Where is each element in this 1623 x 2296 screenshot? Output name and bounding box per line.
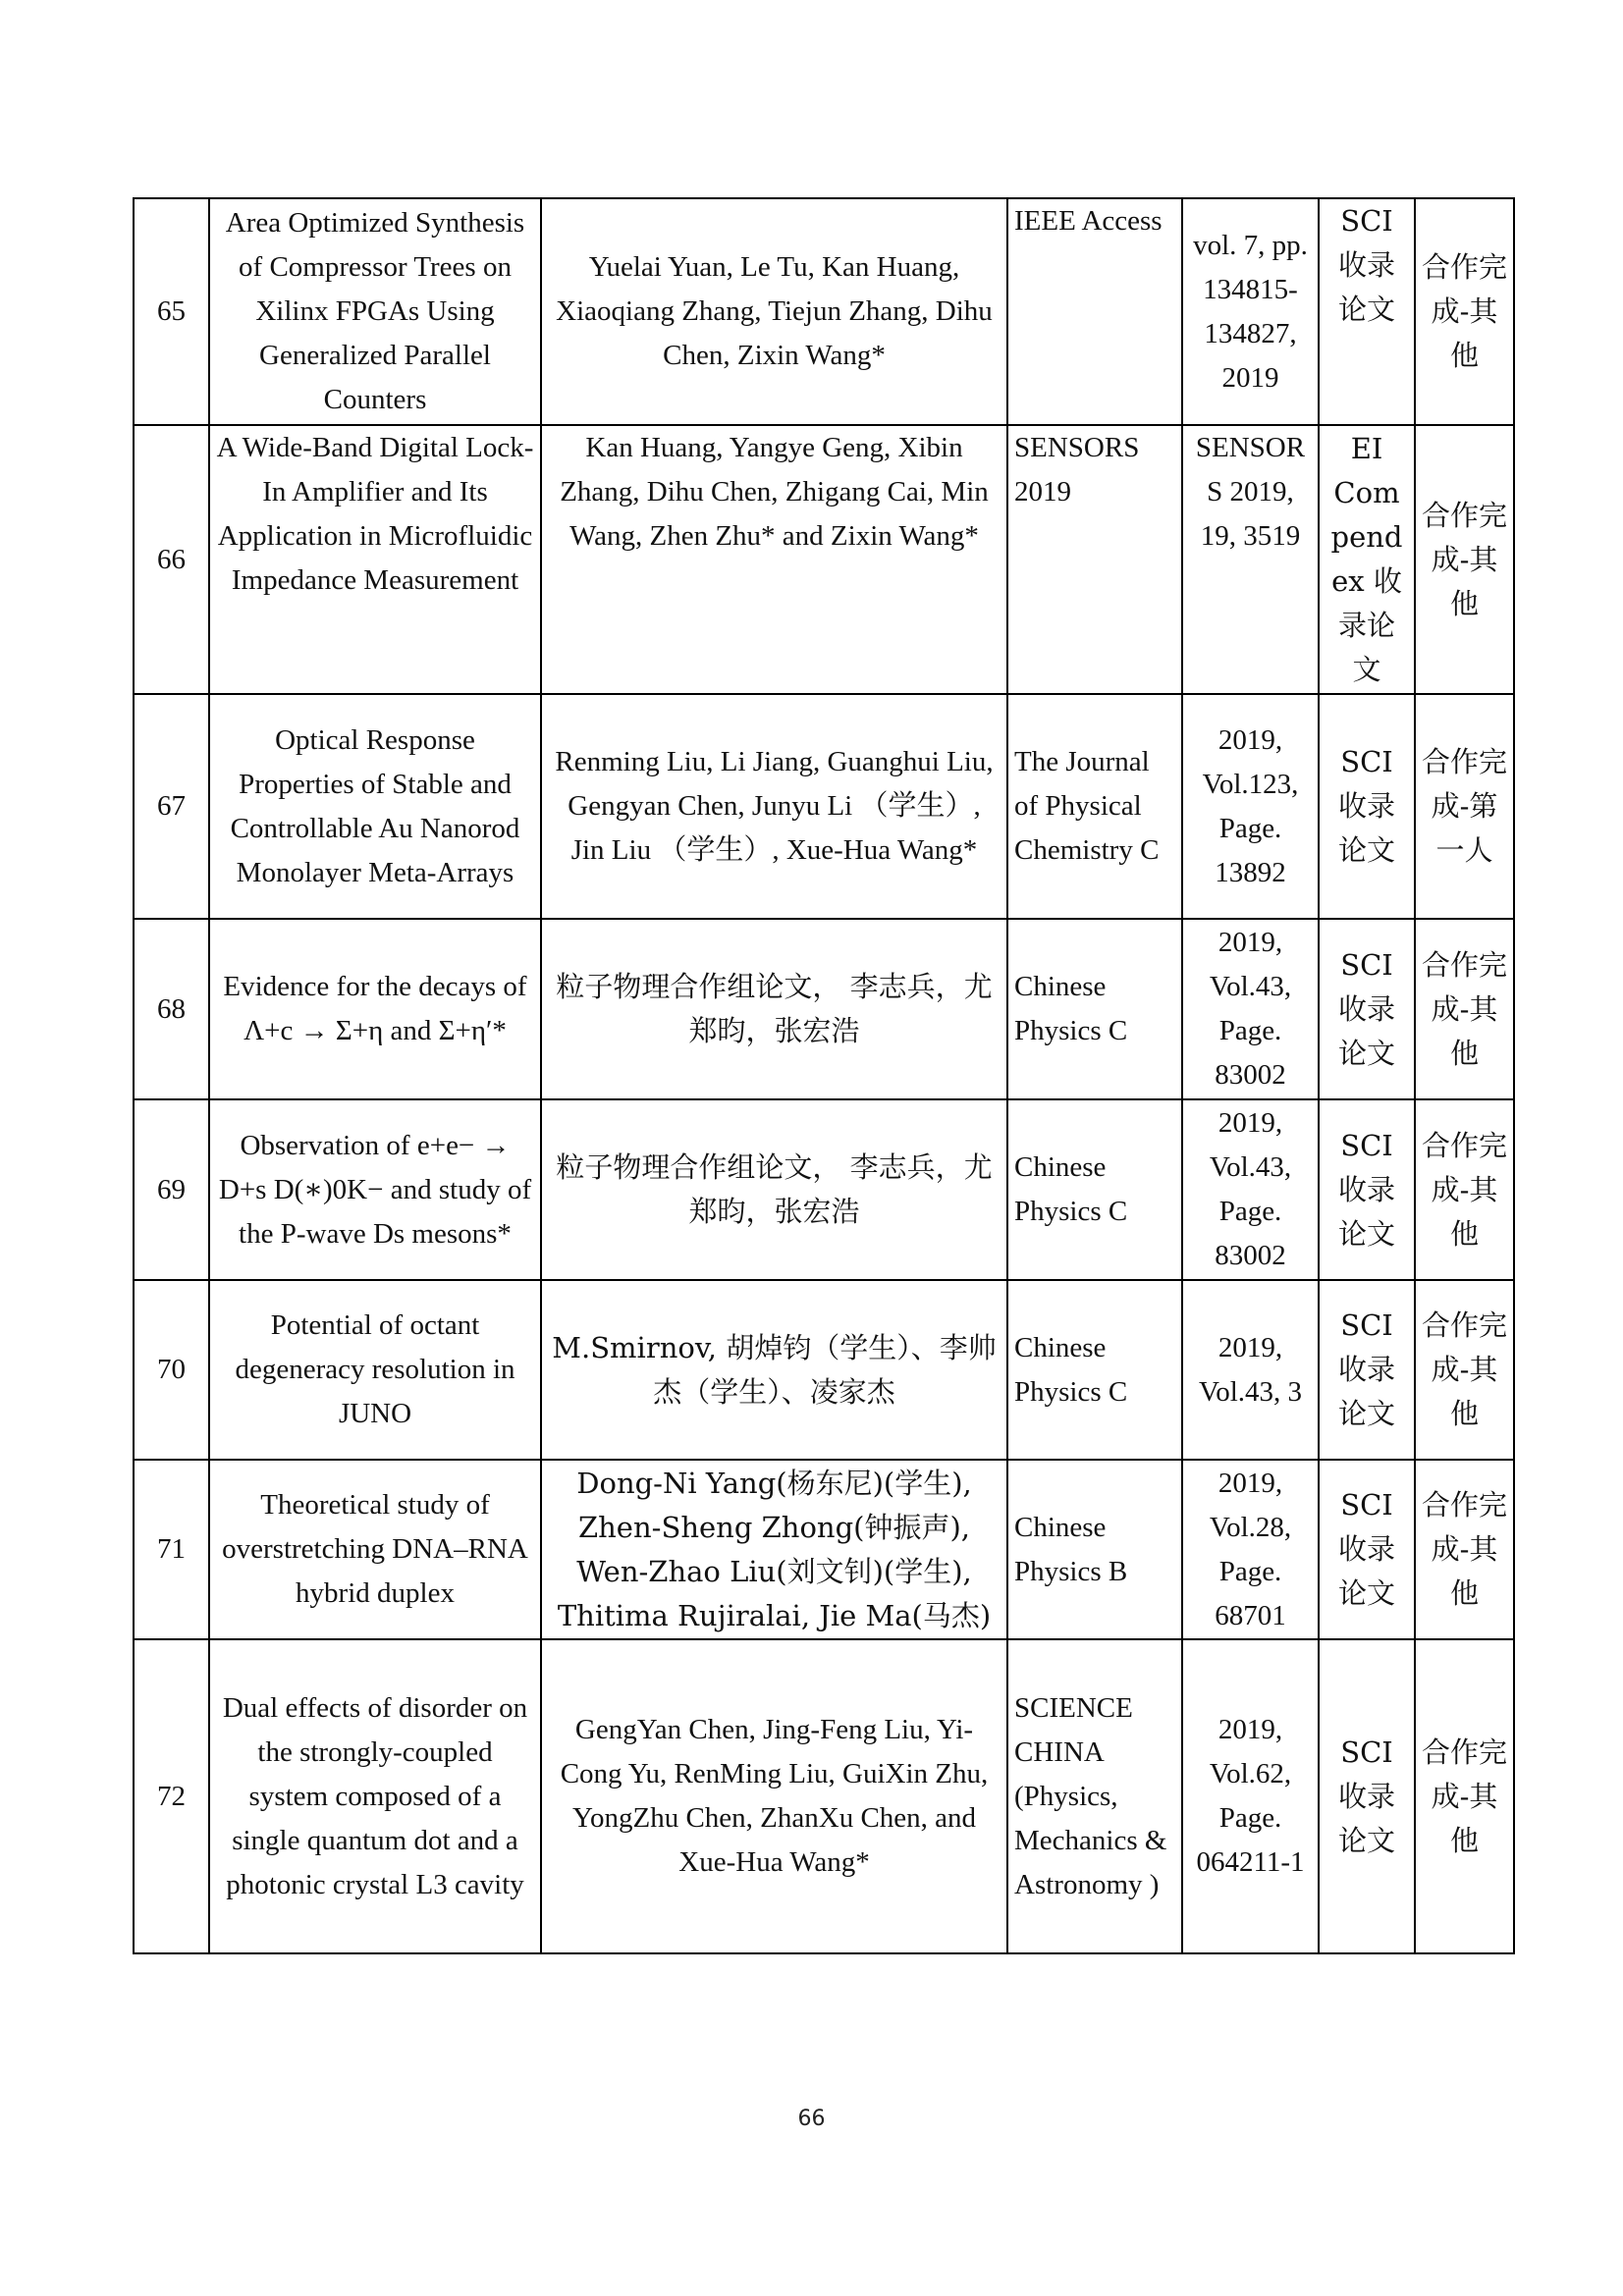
page-number: 66 bbox=[797, 2107, 826, 2131]
paper-title: Evidence for the decays of Λ+c → Σ+η and Σ+η′* bbox=[209, 919, 541, 1099]
row-number: 70 bbox=[134, 1280, 209, 1460]
journal-name: Chinese Physics B bbox=[1007, 1460, 1182, 1639]
row-number: 69 bbox=[134, 1099, 209, 1280]
volume-pages: 2019, Vol.123, Page. 13892 bbox=[1182, 694, 1319, 919]
volume-pages: 2019, Vol.43, Page. 83002 bbox=[1182, 1099, 1319, 1280]
paper-authors: Yuelai Yuan, Le Tu, Kan Huang, Xiaoqiang Zhang, Tiejun Zhang, Dihu Chen, Zixin Wang* bbox=[541, 198, 1007, 425]
table-row bbox=[134, 198, 1514, 425]
volume-pages: 2019, Vol.43, 3 bbox=[1182, 1280, 1319, 1460]
contribution-role: 合作完成-其他 bbox=[1415, 198, 1514, 425]
paper-authors: GengYan Chen, Jing-Feng Liu, Yi-Cong Yu, RenMing Liu, GuiXin Zhu, YongZhu Chen, ZhanXu Chen, and Xue-Hua Wang* bbox=[541, 1639, 1007, 1953]
paper-authors: 粒子物理合作组论文， 李志兵，尤郑昀，张宏浩 bbox=[541, 1099, 1007, 1280]
volume-pages: 2019, Vol.28, Page. 68701 bbox=[1182, 1460, 1319, 1639]
contribution-role: 合作完成-第一人 bbox=[1415, 694, 1514, 919]
index-type: SCI 收录论文 bbox=[1319, 919, 1415, 1099]
index-type: SCI 收录论文 bbox=[1319, 1280, 1415, 1460]
contribution-role: 合作完成-其他 bbox=[1415, 425, 1514, 694]
row-number: 67 bbox=[134, 694, 209, 919]
index-type: SCI 收录论文 bbox=[1319, 1460, 1415, 1639]
table-row bbox=[134, 1280, 1514, 1460]
row-number: 68 bbox=[134, 919, 209, 1099]
contribution-role: 合作完成-其他 bbox=[1415, 1460, 1514, 1639]
journal-name: IEEE Access bbox=[1007, 198, 1182, 425]
paper-title: Optical Response Properties of Stable and Controllable Au Nanorod Monolayer Meta-Arrays bbox=[209, 694, 541, 919]
row-number: 66 bbox=[134, 425, 209, 694]
volume-pages: 2019, Vol.62, Page. 064211-1 bbox=[1182, 1639, 1319, 1953]
row-number: 65 bbox=[134, 198, 209, 425]
table-row bbox=[134, 919, 1514, 1099]
paper-title: Dual effects of disorder on the strongly-coupled system composed of a single quantum dot and a photonic crystal L3 cavity bbox=[209, 1639, 541, 1953]
index-type: EI Compendex 收录论文 bbox=[1319, 425, 1415, 694]
journal-name: SENSORS 2019 bbox=[1007, 425, 1182, 694]
journal-name: Chinese Physics C bbox=[1007, 1099, 1182, 1280]
volume-pages: vol. 7, pp. 134815-134827, 2019 bbox=[1182, 198, 1319, 425]
table-row bbox=[134, 1099, 1514, 1280]
table-row bbox=[134, 425, 1514, 694]
paper-authors: M.Smirnov, 胡焯钧（学生）、李帅杰（学生）、凌家杰 bbox=[541, 1280, 1007, 1460]
index-type: SCI 收录论文 bbox=[1319, 1639, 1415, 1953]
paper-title: Observation of e+e− → D+s D(∗)0K− and study of the P-wave Ds mesons* bbox=[209, 1099, 541, 1280]
paper-authors: Kan Huang, Yangye Geng, Xibin Zhang, Dihu Chen, Zhigang Cai, Min Wang, Zhen Zhu* and Zixin Wang* bbox=[541, 425, 1007, 694]
journal-name: Chinese Physics C bbox=[1007, 1280, 1182, 1460]
journal-name: The Journal of Physical Chemistry C bbox=[1007, 694, 1182, 919]
volume-pages: 2019, Vol.43, Page. 83002 bbox=[1182, 919, 1319, 1099]
index-type: SCI 收录论文 bbox=[1319, 1099, 1415, 1280]
table-row bbox=[134, 1460, 1514, 1639]
paper-authors: Renming Liu, Li Jiang, Guanghui Liu, Gengyan Chen, Junyu Li （学生）, Jin Liu （学生）, Xue-Hua Wang* bbox=[541, 694, 1007, 919]
paper-title: Theoretical study of overstretching DNA–RNA hybrid duplex bbox=[209, 1460, 541, 1639]
table-row bbox=[134, 1639, 1514, 1953]
row-number: 71 bbox=[134, 1460, 209, 1639]
journal-name: Chinese Physics C bbox=[1007, 919, 1182, 1099]
publication-table bbox=[133, 197, 1515, 1954]
paper-title: A Wide-Band Digital Lock-In Amplifier and Its Application in Microfluidic Impedance Measurement bbox=[209, 425, 541, 694]
table-row bbox=[134, 694, 1514, 919]
paper-title: Area Optimized Synthesis of Compressor Trees on Xilinx FPGAs Using Generalized Parallel Counters bbox=[209, 198, 541, 425]
contribution-role: 合作完成-其他 bbox=[1415, 919, 1514, 1099]
row-number: 72 bbox=[134, 1639, 209, 1953]
paper-authors: 粒子物理合作组论文， 李志兵，尤郑昀，张宏浩 bbox=[541, 919, 1007, 1099]
contribution-role: 合作完成-其他 bbox=[1415, 1639, 1514, 1953]
index-type: SCI 收录论文 bbox=[1319, 198, 1415, 425]
paper-title: Potential of octant degeneracy resolution in JUNO bbox=[209, 1280, 541, 1460]
contribution-role: 合作完成-其他 bbox=[1415, 1280, 1514, 1460]
journal-name: SCIENCE CHINA (Physics, Mechanics & Astronomy ) bbox=[1007, 1639, 1182, 1953]
volume-pages: SENSORS 2019, 19, 3519 bbox=[1182, 425, 1319, 694]
paper-authors: Dong-Ni Yang(杨东尼)(学生), Zhen-Sheng Zhong(钟振声), Wen-Zhao Liu(刘文钊)(学生), Thitima Rujiralai, Jie Ma(马杰) bbox=[541, 1460, 1007, 1639]
index-type: SCI 收录论文 bbox=[1319, 694, 1415, 919]
contribution-role: 合作完成-其他 bbox=[1415, 1099, 1514, 1280]
